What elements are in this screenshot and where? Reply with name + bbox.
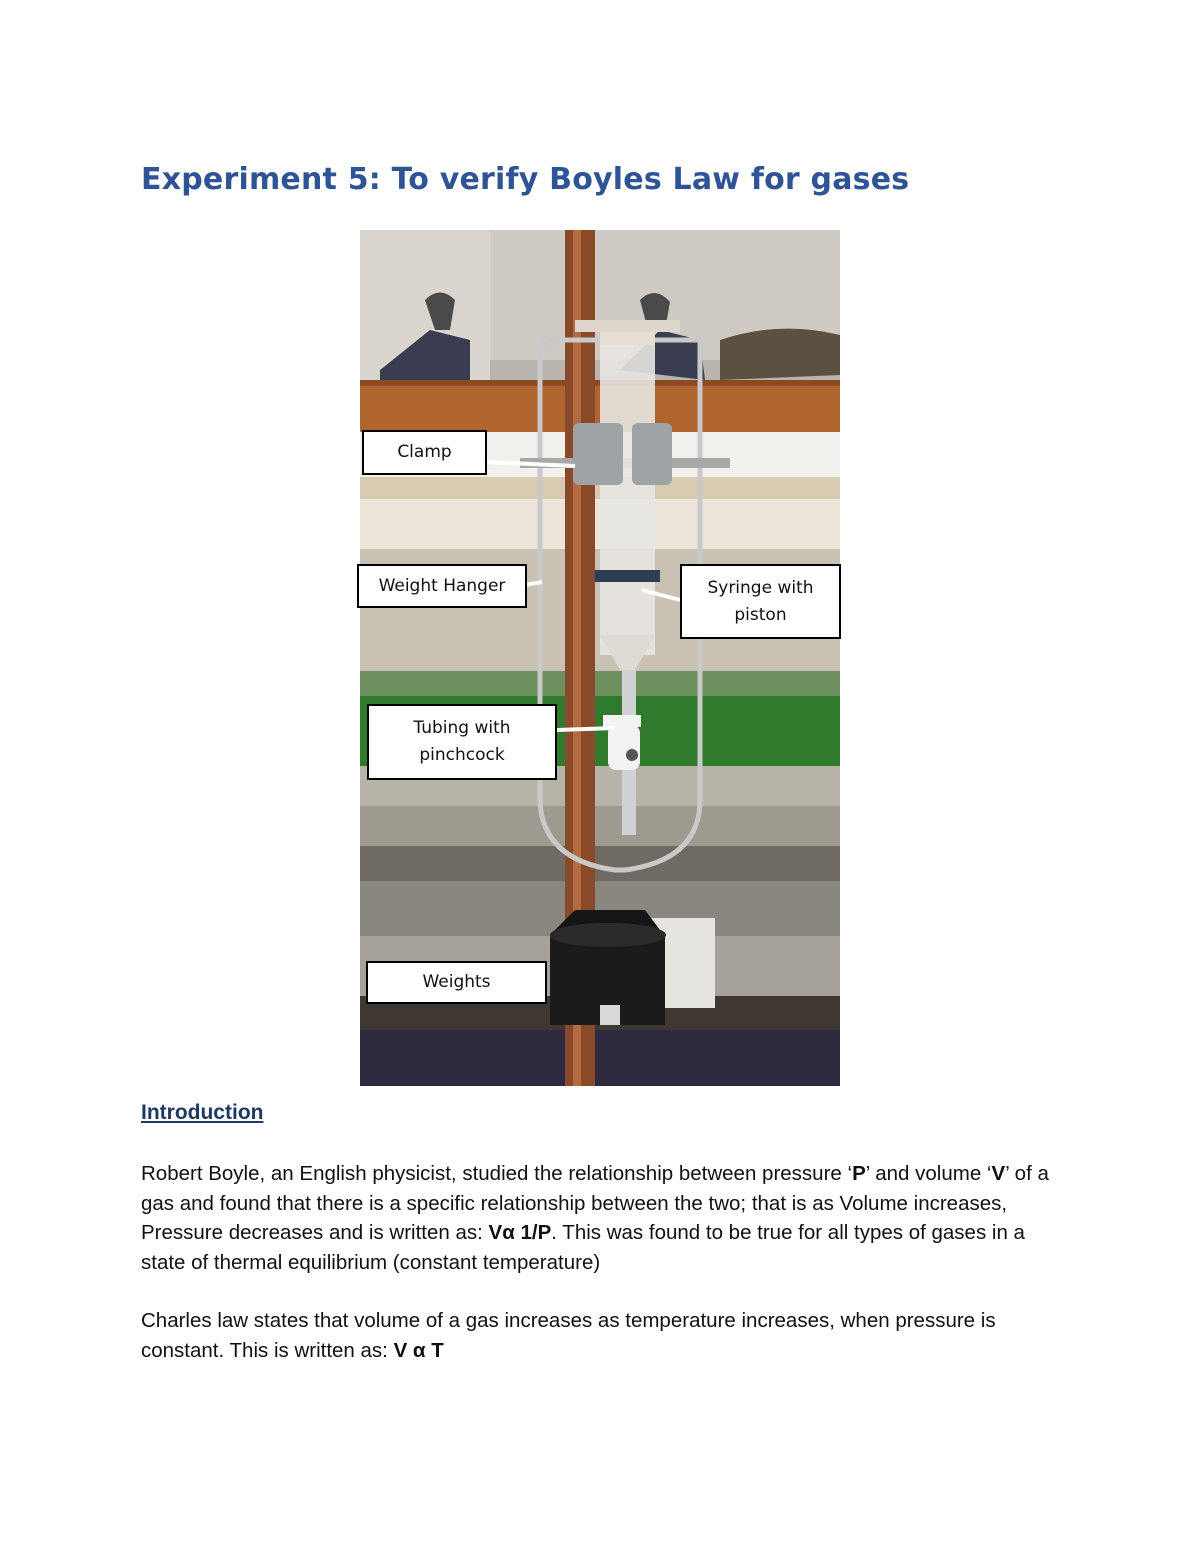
label-clamp-text: Clamp: [397, 442, 452, 462]
label-tubing-with-pinchcock: [367, 704, 557, 780]
p1-text-1: Robert Boyle, an English physicist, studied the relationship between pressure ‘: [141, 1162, 853, 1185]
introduction-paragraph-2: [141, 1306, 1071, 1365]
p1-symbol-p: P: [852, 1162, 866, 1185]
p1-symbol-v: V: [991, 1162, 1006, 1185]
introduction-paragraph-1: [141, 1159, 1071, 1277]
p1-formula: Vα 1/P: [488, 1221, 552, 1245]
introduction-heading: Introduction: [141, 1101, 264, 1124]
label-syringe-line1: Syringe with: [707, 577, 814, 598]
p2-formula: V α T: [393, 1338, 444, 1362]
apparatus-photo: [360, 230, 840, 1086]
p2-text-1: Charles law states that volume of a gas increases as temperature increases, when pressure is constant. This is written as:: [141, 1309, 996, 1362]
apparatus-illustration: [360, 230, 840, 1086]
label-weights: [366, 961, 547, 1004]
label-syringe-with-piston: [680, 564, 841, 639]
document-title: Experiment 5: To verify Boyles Law for gases: [141, 162, 910, 197]
label-weights-text: Weights: [422, 972, 491, 992]
p1-text-2: ’ and volume ‘: [865, 1162, 992, 1185]
label-weight-hanger-text: Weight Hanger: [378, 575, 506, 596]
label-weight-hanger: [357, 564, 527, 608]
label-tubing-line2: pinchcock: [419, 745, 505, 765]
label-tubing-line1: Tubing with: [413, 718, 511, 738]
label-clamp: [362, 430, 487, 475]
label-syringe-line2: piston: [734, 604, 787, 625]
p1-text-4: . This was found to be true for all types of gases in a state of thermal equilibrium (constant temperature): [141, 1221, 1025, 1274]
p1-text-3: ’ of a gas and found that there is a specific relationship between the two; that is as Volume increases, Pressure decreases and is written as:: [141, 1162, 1049, 1245]
